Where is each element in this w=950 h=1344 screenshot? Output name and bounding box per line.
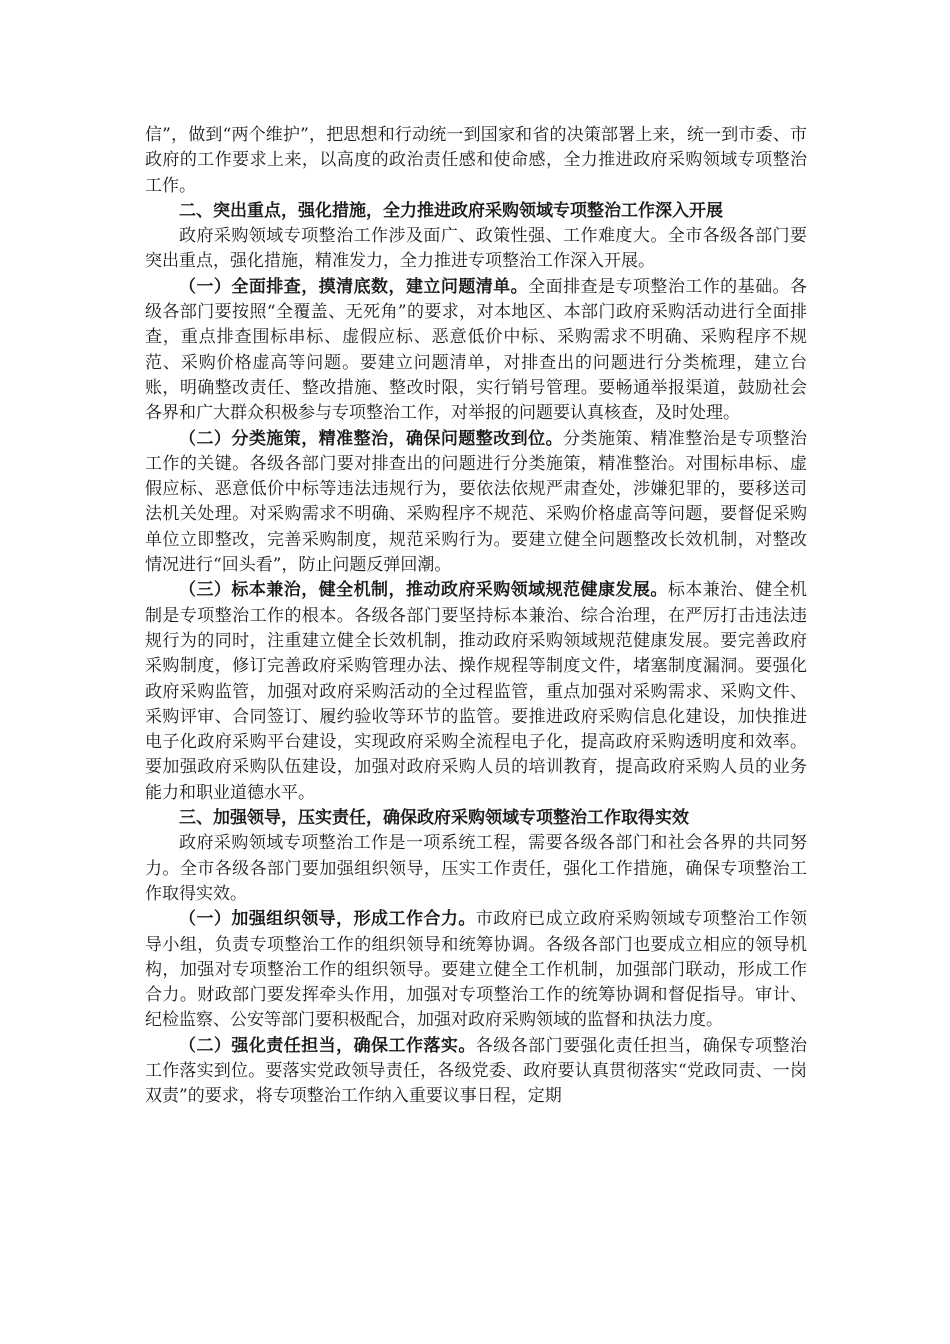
paragraph-text: 政府采购领域专项整治工作是一项系统工程，需要各级各部门和社会各界的共同努力。全市各级各部门要加强组织领导，压实工作责任，强化工作措施，确保专项整治工作取得实效。 [145,833,807,904]
subheading: （二）强化责任担当，确保工作落实。 [179,1035,476,1056]
paragraph-text: 信”，做到“两个维护”，把思想和行动统一到国家和省的决策部署上来，统一到市委、市政府的工作要求上来，以高度的政治责任感和使命感，全力推进政府采购领域专项整治工作。 [145,125,807,196]
paragraph-2-1 [145,275,807,427]
paragraph-2-2 [145,427,807,579]
paragraph-3-1 [145,907,807,1033]
section-heading-3: 三、加强领导，压实责任，确保政府采购领域专项整治工作取得实效 [179,808,689,829]
paragraph-text: 标本兼治、健全机制是专项整治工作的根本。各级各部门要坚持标本兼治、综合治理，在严厉打击违法违规行为的同时，注重建立健全长效机制，推动政府采购领域规范健康发展。要完善政府采购制度，修订完善政府采购管理办法、操作规程等制度文件，堵塞制度漏洞。要强化政府采购监管，加强对政府采购活动的全过程监管，重点加强对采购需求、采购文件、采购评审、合同签订、履约验收等环节的监管。要推进政府采购信息化建设，加快推进电子化政府采购平台建设，实现政府采购全流程电子化，提高政府采购透明度和效率。要加强政府采购队伍建设，加强对政府采购人员的培训教育，提高政府采购人员的业务能力和职业道德水平。 [145,580,808,803]
subheading: （一）全面排查，摸清底数，建立问题清单。 [179,276,529,297]
paragraph-3-2 [145,1034,807,1110]
paragraph-text: 政府采购领域专项整治工作涉及面广、政策性强、工作难度大。全市各级各部门要突出重点，强化措施，精准发力，全力推进专项整治工作深入开展。 [145,226,807,272]
paragraph-text: 市政府已成立政府采购领域专项整治工作领导小组，负责专项整治工作的组织领导和统筹协调。各级各部门也要成立相应的领导机构，加强对专项整治工作的组织领导。要建立健全工作机制，加强部门联动，形成工作合力。财政部门要发挥牵头作用，加强对专项整治工作的统筹协调和督促指导。审计、纪检监察、公安等部门要积极配合，加强对政府采购领域的监督和执法力度。 [145,909,808,1031]
paragraph-text: 分类施策、精准整治是专项整治工作的关键。各级各部门要对排查出的问题进行分类施策，精准整治。对围标串标、虚假应标、恶意低价中标等违法违规行为，要依法依规严肃查处，涉嫌犯罪的，要移送司法机关处理。对采购需求不明确、采购程序不规范、采购价格虚高等问题，要督促采购单位立即整改，完善采购制度，规范采购行为。要建立健全问题整改长效机制，对整改情况进行“回头看”，防止问题反弹回潮。 [145,428,808,576]
paragraph-continuation [145,123,807,199]
paragraph-2-3 [145,578,807,806]
paragraph-text: 各级各部门要强化责任担当，确保专项整治工作落实到位。要落实党政领导责任，各级党委、政府要认真贯彻落实“党政同责、一岗双责”的要求，将专项整治工作纳入重要议事日程，定期 [145,1035,808,1107]
section-heading-2: 二、突出重点，强化措施，全力推进政府采购领域专项整治工作深入开展 [179,200,723,221]
subheading: （二）分类施策，精准整治，确保问题整改到位。 [179,428,564,449]
paragraph-intro-2 [145,224,807,275]
paragraph-intro-3 [145,831,807,907]
subheading: （三）标本兼治，健全机制，推动政府采购领域规范健康发展。 [179,580,668,601]
paragraph-text: 全面排查是专项整治工作的基础。各级各部门要按照“全覆盖、无死角”的要求，对本地区、本部门政府采购活动进行全面排查，重点排查围标串标、虚假应标、恶意低价中标、采购需求不明确、采购程序不规范、采购价格虚高等问题。要建立问题清单，对排查出的问题进行分类梳理，建立台账，明确整改责任、整改措施、整改时限，实行销号管理。要畅通举报渠道，鼓励社会各界和广大群众积极参与专项整治工作，对举报的问题要认真核查，及时处理。 [145,276,808,424]
document-body [145,123,807,1110]
subheading: （一）加强组织领导，形成工作合力。 [179,909,476,930]
